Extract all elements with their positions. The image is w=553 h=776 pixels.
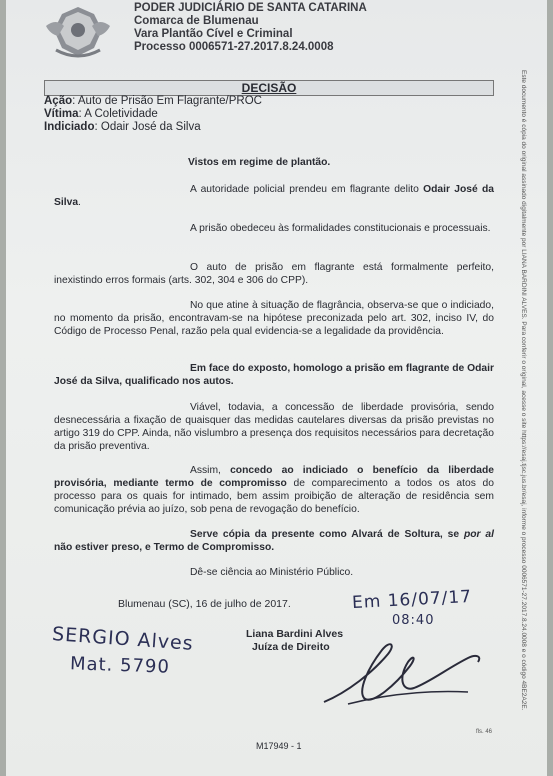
document-code: M17949 - 1: [256, 741, 302, 751]
court-header: [134, 2, 367, 54]
paragraph-9: Dê-se ciência ao Ministério Público.: [190, 567, 354, 578]
paragraph-7: Assim, concedo ao indiciado o benefício da liberdade provisória, mediante termo de compromisso de comparecimento a todos os atos do processo para os quais for intimado, bem assim proibição de alteração de residência sem comunicação prévia ao juízo, sob pena de revogação do benefício.: [54, 465, 495, 515]
paragraph-1: A autoridade policial prendeu em flagrante delito Odair José da Silva.: [54, 184, 495, 208]
digital-signature-note: Este documento é cópia do original assinado digitalmente por LIANA BARDINI ALVES. Para conferir o original, acesse o site https://esaj.tjsc.jus.br/esaj, informe o processo 0006571-27.2017.8.24.0008 e o código 4BE2A2E.: [520, 70, 527, 711]
handwritten-officer-mat: Mat. 5790: [69, 653, 171, 678]
court-name: PODER JUDICIÁRIO DE SANTA CATARINA: [134, 2, 367, 14]
handwritten-signature-icon: [318, 632, 488, 712]
case-metadata: [44, 95, 262, 134]
paragraph-4: No que atine à situação de flagrância, observa-se que o indiciado, no momento da prisão, encontravam-se na hipótese preconizada pelo art. 302, inciso IV, do Código de Processo Penal, razão pela qual evidencia-se a legalidade da providência.: [54, 300, 494, 337]
paragraph-6: Viável, todavia, a concessão de liberdade provisória, sendo desnecessária a fixação de quaisquer das medidas cautelares diversas da prisão previstas no artigo 319 do CPP. Ainda, não vislumbro a presença dos requisitos necessários para decretação da prisão preventiva.: [54, 402, 494, 452]
court-district: Comarca de Blumenau: [134, 15, 259, 27]
paragraph-5: Em face do exposto, homologo a prisão em flagrante de Odair José da Silva, qualificado nos autos.: [54, 363, 494, 387]
place-date: Blumenau (SC), 16 de julho de 2017.: [118, 598, 291, 610]
paragraph-3: O auto de prisão em flagrante está formalmente perfeito, inexistindo erros formais (arts. 302, 304 e 306 do CPP).: [54, 262, 494, 286]
document-title: DECISÃO: [44, 80, 494, 96]
judge-name: Liana Bardini Alves: [246, 628, 344, 640]
court-division: Vara Plantão Cível e Criminal: [134, 28, 293, 40]
meta-vitima: Vítima: A Coletividade: [44, 108, 158, 120]
coat-of-arms-icon: [42, 4, 114, 60]
meta-acao: Ação: Auto de Prisão Em Flagrante/PROC: [44, 95, 262, 107]
judge-title: Juíza de Direito: [252, 641, 330, 653]
page-number: fls. 46: [476, 729, 493, 735]
meta-indiciado: Indiciado: Odair José da Silva: [44, 121, 201, 133]
paragraph-8: Serve cópia da presente como Alvará de Soltura, se por al não estiver preso, e Termo de Compromisso.: [54, 529, 494, 553]
opening-heading: Vistos em regime de plantão.: [188, 157, 331, 168]
handwritten-receipt-time: 08:40: [392, 613, 435, 628]
paragraph-2: A prisão obedeceu às formalidades constitucionais e processuais.: [190, 223, 491, 234]
case-number: Processo 0006571-27.2017.8.24.0008: [134, 41, 334, 53]
handwritten-receipt-date: Em 16/07/17: [351, 586, 473, 614]
handwritten-officer-name: SERGIO Alves: [51, 623, 195, 655]
